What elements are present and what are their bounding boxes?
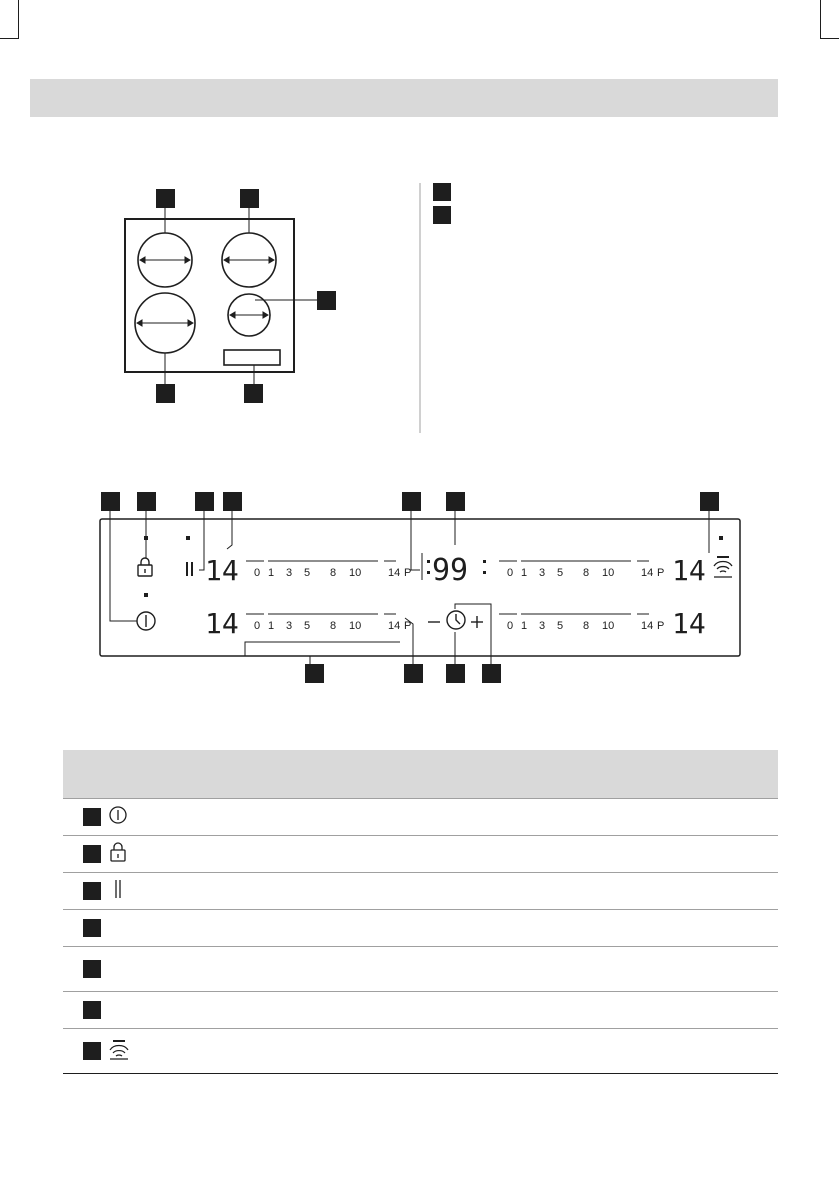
top-callout-markers [101, 492, 719, 511]
power-scale-label: 5 [557, 620, 564, 632]
power-icon [108, 805, 128, 830]
power-scale-label: 3 [286, 620, 293, 632]
zone-display-rear-left: 14 [205, 607, 239, 640]
row-marker [83, 1042, 101, 1060]
power-scale-label: 8 [583, 567, 590, 579]
power-scale-label: 14 [388, 620, 401, 632]
power-scale-label: 3 [539, 620, 546, 632]
power-scale-label: 0 [507, 620, 514, 632]
row-marker [83, 845, 101, 863]
power-scale-label: 8 [330, 567, 337, 579]
table-row [63, 873, 778, 910]
zone-display-front-left: 14 [205, 554, 239, 587]
power-scale-label: 5 [557, 567, 564, 579]
timer-display: 99 [432, 553, 469, 588]
row-marker [83, 960, 101, 978]
power-scale-label: 1 [521, 567, 528, 579]
lock-sensor-icon[interactable] [138, 558, 152, 576]
row-marker [83, 1001, 101, 1019]
power-scale-label: 0 [254, 567, 261, 579]
timer-plus-icon[interactable] [471, 616, 483, 628]
table-row [63, 947, 778, 992]
table-header-row [63, 750, 778, 799]
power-scale-label: 14 [641, 567, 654, 579]
lock-icon [108, 841, 128, 868]
hob-to-hood-sensor-icon[interactable] [714, 557, 732, 577]
power-scale-label: 5 [304, 567, 311, 579]
control-panel-frame [100, 519, 740, 656]
power-scale-label: 1 [268, 567, 275, 579]
power-scale-label: 8 [583, 620, 590, 632]
power-scale-label: 5 [304, 620, 311, 632]
row-marker [83, 808, 101, 826]
row-marker [83, 882, 101, 900]
power-scale-label: 3 [539, 567, 546, 579]
power-scale-label: 10 [349, 620, 362, 632]
bottom-callout-markers [305, 664, 501, 683]
hob-to-hood-icon [108, 1038, 130, 1065]
table-row [63, 910, 778, 947]
power-scale-label: 0 [507, 567, 514, 579]
power-scale-label: P [657, 567, 665, 579]
symbol-legend-table [63, 750, 778, 1074]
power-scale-label: P [657, 620, 665, 632]
power-scale-label: 8 [330, 620, 337, 632]
power-scale-label: 10 [602, 620, 615, 632]
power-scale-label: P [404, 620, 412, 632]
timer-clock-icon[interactable] [447, 611, 465, 629]
power-scale-label: 3 [286, 567, 293, 579]
power-scale-label: 14 [641, 620, 654, 632]
pause-sensor-icon[interactable] [187, 562, 192, 576]
power-scale-label: 1 [268, 620, 275, 632]
power-scale-label: 0 [254, 620, 261, 632]
power-scale-label: P [404, 567, 412, 579]
panel-leader-lines [110, 511, 709, 664]
table-row [63, 1029, 778, 1074]
power-scale-label: 1 [521, 620, 528, 632]
row-marker [83, 919, 101, 937]
power-scale-label: 10 [349, 567, 362, 579]
table-row [63, 992, 778, 1029]
zone-display-front-right: 14 [672, 554, 706, 587]
table-row [63, 799, 778, 836]
power-scale-label: 10 [602, 567, 615, 579]
pause-icon [108, 878, 128, 905]
power-sensor-icon[interactable] [137, 612, 155, 630]
power-scale-label: 14 [388, 567, 401, 579]
table-row [63, 836, 778, 873]
zone-display-rear-right: 14 [672, 607, 706, 640]
